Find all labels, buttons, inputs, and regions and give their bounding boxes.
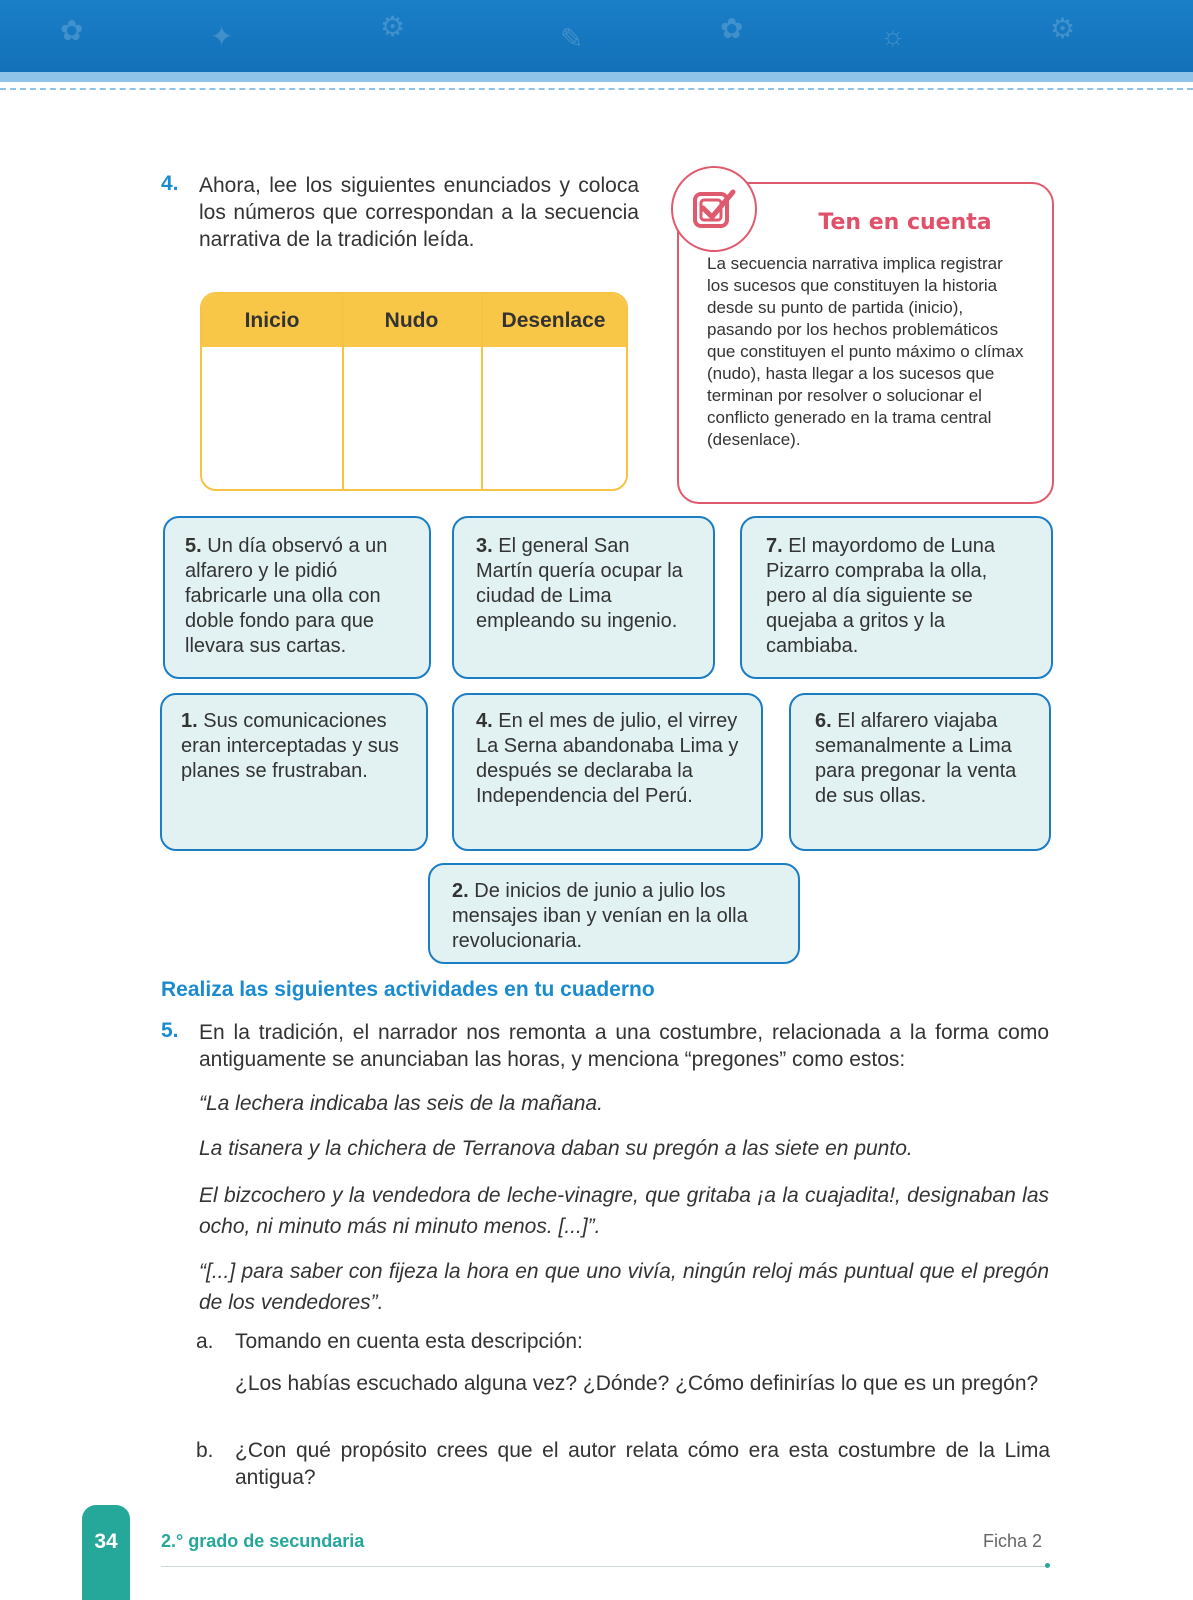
event-card — [160, 693, 428, 851]
card-text: El general San Martín quería ocupar la ciudad de Lima empleando su ingenio. — [476, 535, 683, 632]
table-cell-desenlace[interactable] — [481, 347, 626, 489]
card-number: 2. — [452, 880, 469, 902]
card-number: 4. — [476, 710, 493, 732]
item-subtext: ¿Los habías escuchado alguna vez? ¿Dónde? ¿Cómo definirías lo que es un pregón? — [235, 1372, 1039, 1395]
tip-title: Ten en cuenta — [818, 210, 992, 235]
event-card — [789, 693, 1051, 851]
card-text: El alfarero viajaba semanalmente a Lima para pregonar la venta de sus ollas. — [815, 710, 1017, 807]
bulb-doodle-icon: ☼ — [880, 20, 906, 51]
card-number: 5. — [185, 535, 202, 557]
item-text: Tomando en cuenta esta descripción: — [235, 1330, 583, 1353]
footer-divider — [161, 1566, 1046, 1567]
question-text: En la tradición, el narrador nos remonta a una costumbre, relacionada a la forma como antiguamente se anunciaban las horas, y menciona “pregones” como estos: — [199, 1021, 1049, 1071]
footer-dot — [1045, 1563, 1050, 1568]
checkbox-check-icon — [673, 168, 755, 250]
table-header-nudo: Nudo — [384, 309, 439, 332]
sequence-table — [200, 292, 628, 491]
event-card — [452, 516, 715, 679]
card-text: Sus comunicaciones eran interceptadas y sus planes se frustraban. — [181, 710, 399, 782]
card-number: 6. — [815, 710, 832, 732]
quote-line: La tisanera y la chichera de Terranova daban su pregón a las siete en punto. — [199, 1137, 913, 1160]
footer-ficha: Ficha 2 — [983, 1531, 1043, 1551]
header-stripe — [0, 72, 1193, 82]
gear-doodle-icon: ⚙ — [380, 11, 406, 42]
event-card — [452, 693, 763, 851]
gear-doodle-icon: ⚙ — [1050, 13, 1076, 44]
table-cell-nudo[interactable] — [342, 347, 481, 489]
event-card — [428, 863, 800, 964]
pencil-doodle-icon: ✎ — [560, 23, 584, 54]
quote-line: “[...] para saber con fijeza la hora en que uno vivía, ningún reloj más puntual que el pregón de los vendedores”. — [199, 1260, 1049, 1314]
item-label: b. — [196, 1439, 214, 1462]
card-text: En el mes de julio, el virrey La Serna abandonaba Lima y después se declaraba la Independencia del Perú. — [476, 710, 739, 807]
card-text: Un día observó a un alfarero y le pidió fabricarle una olla con doble fondo para que llevara sus cartas. — [185, 535, 388, 657]
card-number: 1. — [181, 710, 198, 732]
card-text: El mayordomo de Luna Pizarro compraba la olla, pero al día siguiente se quejaba a gritos y la cambiaba. — [766, 535, 996, 657]
section-title: Realiza las siguientes actividades en tu cuaderno — [161, 978, 655, 1001]
quote-line: El bizcochero y la vendedora de leche-vinagre, que gritaba ¡a la cuajadita!, designaban las ocho, ni minuto más ni minuto menos. [...]”. — [199, 1184, 1049, 1238]
item-label: a. — [196, 1330, 214, 1353]
card-number: 7. — [766, 535, 783, 557]
tip-icon-circle — [671, 166, 757, 252]
star-doodle-icon: ✦ — [210, 21, 234, 52]
event-card — [163, 516, 431, 679]
table-cell-inicio[interactable] — [202, 347, 342, 489]
header-banner — [0, 0, 1193, 72]
tip-text: La secuencia narrativa implica registrar los sucesos que constituyen la historia desde su punto de partida (inicio), pasando por los hechos problemáticos que constituyen el punto máximo o clímax (nudo), hasta llegar a los sucesos que terminan por resolver o solucionar el conflicto generado en la trama central (desenlace). — [707, 254, 1024, 449]
quote-line: “La lechera indicaba las seis de la mañana. — [199, 1092, 603, 1115]
question-number: 5. — [161, 1019, 179, 1042]
footer-grade: 2.° grado de secundaria — [161, 1531, 365, 1551]
flower-doodle-icon: ✿ — [60, 15, 84, 46]
flower-doodle-icon: ✿ — [720, 13, 744, 44]
header-dashed-line — [0, 88, 1193, 90]
question-number: 4. — [161, 172, 179, 195]
table-header-inicio: Inicio — [244, 309, 300, 332]
page-number: 34 — [94, 1530, 118, 1553]
question-text: Ahora, lee los siguientes enunciados y coloca los números que correspondan a la secuencia narrativa de la tradición leída. — [199, 174, 639, 251]
card-text: De inicios de junio a julio los mensajes iban y venían en la olla revolucionaria. — [452, 880, 748, 952]
item-text: ¿Con qué propósito crees que el autor relata cómo era esta costumbre de la Lima antigua? — [235, 1439, 1050, 1489]
card-number: 3. — [476, 535, 493, 557]
event-card — [740, 516, 1053, 679]
table-header-desenlace: Desenlace — [501, 309, 606, 332]
